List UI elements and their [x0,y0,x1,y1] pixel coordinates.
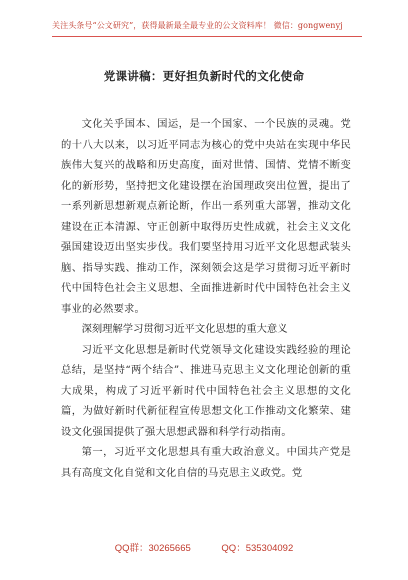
page-footer [0,540,408,554]
footer-qq-group: QQ群：30265665 [114,543,191,554]
body-paragraph: 习近平文化思想是新时代党领导文化建设实践经验的理论总结，是坚持“两个结合”、推进马克思主义文化理论创新的重大成果，构成了习近平新时代中国特色社会主义思想的文化篇，为做好新时代新征程宣传思想文化工作推动文化繁荣、建设文化强国提供了强大思想武器和科学行动指南。 [61,343,351,438]
section-heading: 深刻理解学习贯彻习近平文化思想的重大意义 [81,323,288,335]
document-body [61,114,351,483]
page-header [52,20,362,38]
document-title: 党课讲稿：更好担负新时代的文化使命 [103,69,305,83]
header-divider [52,36,362,37]
body-paragraph: 文化关乎国本、国运，是一个国家、一个民族的灵魂。党的十八大以来，以习近平同志为核心的党中央站在实现中华民族伟大复兴的战略和历史高度，面对世情、国情、党情不断变化的新形势，坚持把文化建设摆在治国理政突出位置，提出了一系列新思想新观点新论断，作出一系列重大部署，推动文化建设在正本清源、守正创新中取得历史性成就，社会主义文化强国建设迈出坚实步伐。我们要坚持用习近平文化思想武装头脑、指导实践、推动工作，深刻领会这是学习贯彻习近平新时代中国特色社会主义思想、全面推进新时代中国特色社会主义事业的必然要求。 [61,118,351,315]
footer-qq-contact: QQ：535304092 [221,543,294,554]
header-promo-text: 关注头条号“公文研究”，获得最新最全最专业的公文资料库！ 微信：gongwenyj [52,21,343,30]
body-paragraph: 第一，习近平文化思想具有重大政治意义。中国共产党是具有高度文化自觉和文化自信的马克思主义政党。党 [61,446,351,479]
